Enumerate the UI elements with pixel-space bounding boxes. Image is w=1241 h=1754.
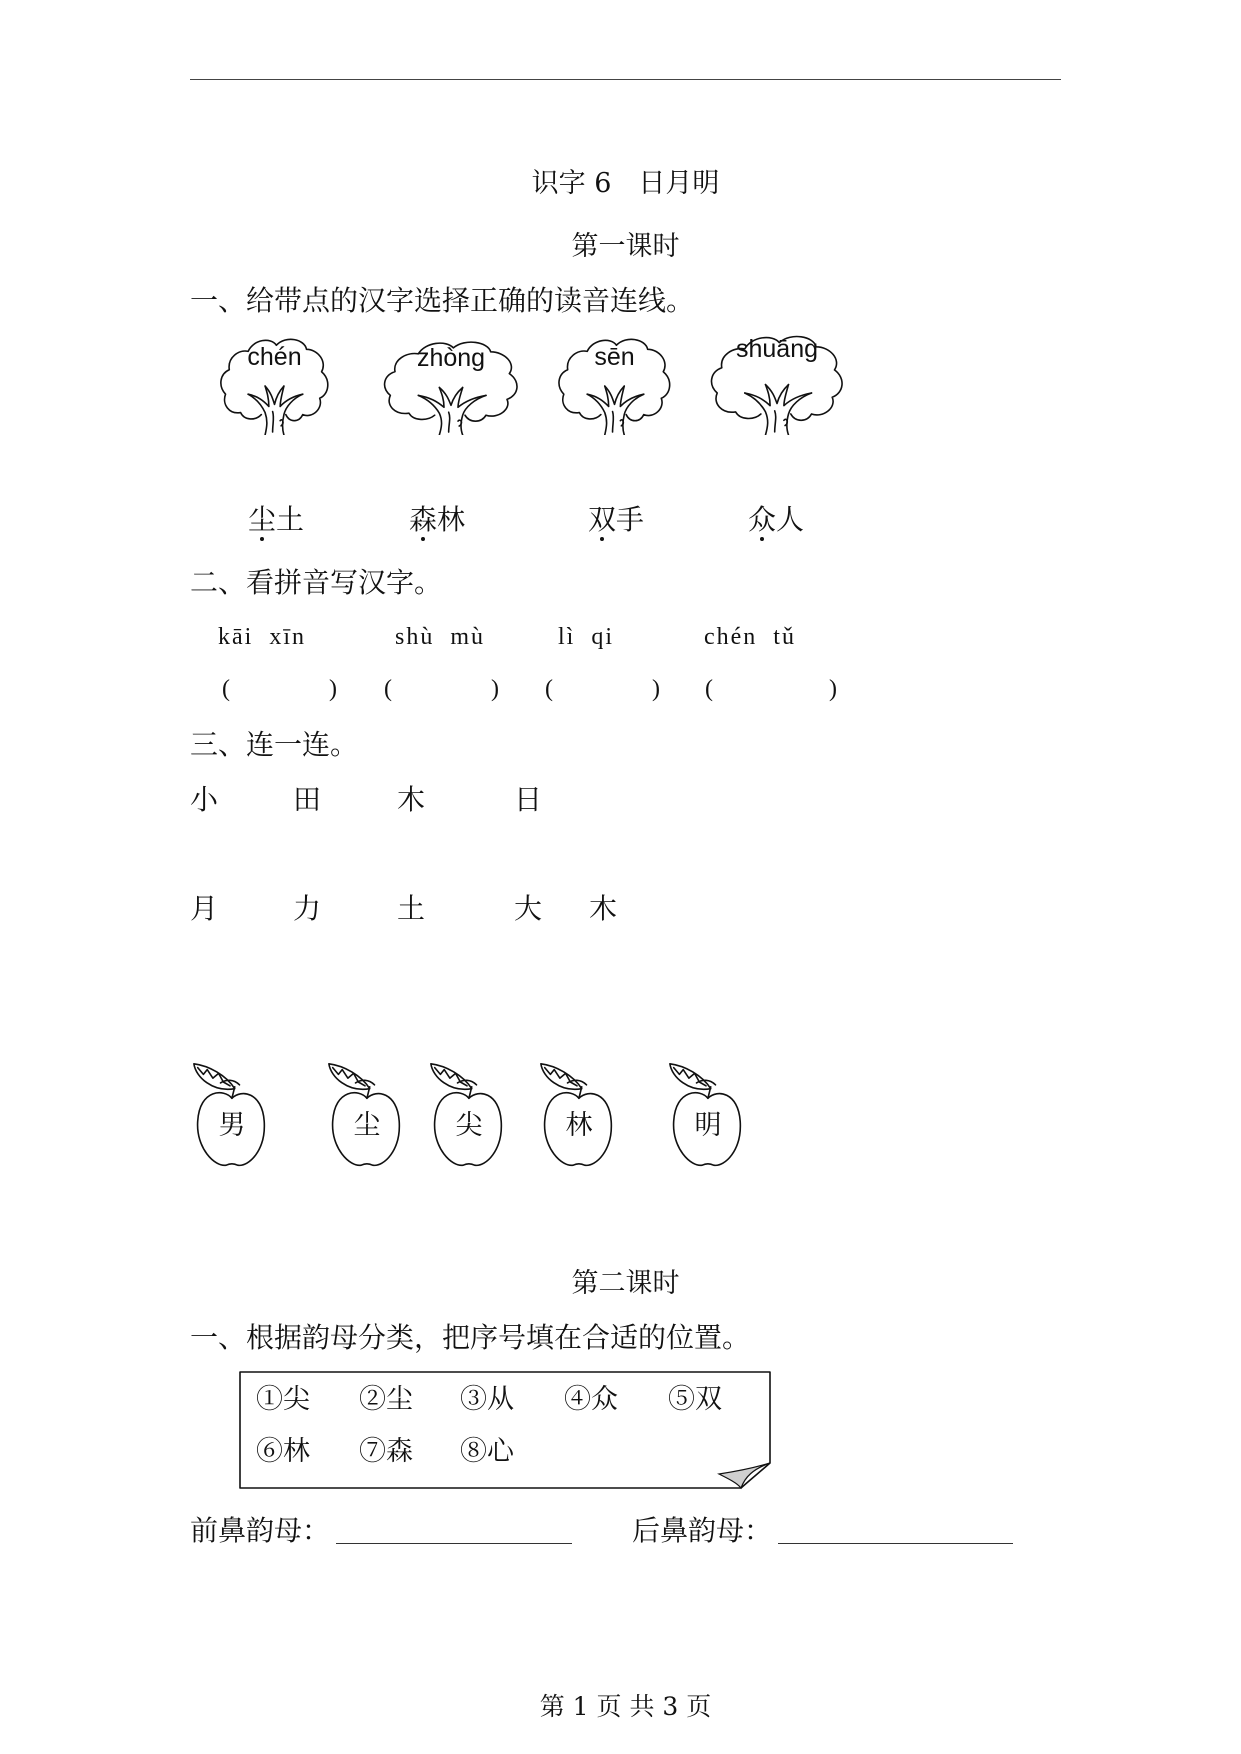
match-char-bottom: 木 — [589, 892, 618, 925]
answer-paren-open: ( — [545, 676, 553, 702]
answer-paren-close: ) — [829, 676, 837, 702]
pinyin-prompt: kāi xīn — [218, 624, 306, 650]
match-char-top: 日 — [514, 783, 543, 816]
lesson2-period-title: 第二课时 — [571, 1268, 680, 1299]
lesson-title: 识字 6 日月明 — [531, 168, 720, 199]
word-item — [248, 503, 305, 536]
back-nasal-label: 后鼻韵母： — [632, 1514, 773, 1547]
word-rest: 土 — [276, 503, 305, 536]
back-nasal-answer-line — [778, 1543, 1013, 1544]
tree-pinyin-card — [381, 336, 521, 435]
option-item: ④众 — [564, 1384, 618, 1415]
answer-paren-open: ( — [384, 676, 392, 702]
tree-pinyin-card — [556, 333, 673, 435]
answer-paren-close: ) — [329, 676, 337, 702]
word-item — [588, 503, 645, 536]
pinyin-prompt: chén tǔ — [704, 624, 796, 650]
answer-paren-close: ) — [491, 676, 499, 702]
option-item: ⑦森 — [359, 1436, 413, 1467]
answer-paren-open: ( — [222, 676, 230, 702]
apple-card — [192, 1060, 268, 1170]
dotted-char: 双 — [588, 503, 617, 536]
question3-heading: 三、连一连。 — [190, 728, 359, 761]
match-char-bottom: 土 — [397, 892, 426, 925]
match-char-top: 田 — [293, 783, 322, 816]
option-item: ②尘 — [359, 1384, 413, 1415]
apple-char: 林 — [565, 1110, 593, 1141]
apple-card — [668, 1060, 744, 1170]
word-item — [409, 503, 466, 536]
front-nasal-label: 前鼻韵母： — [190, 1514, 331, 1547]
answer-paren-open: ( — [705, 676, 713, 702]
question2-heading: 二、看拼音写汉字。 — [190, 566, 443, 599]
answer-paren-close: ) — [652, 676, 660, 702]
header-rule — [190, 79, 1061, 80]
tree-pinyin-label: sēn — [594, 343, 635, 371]
tree-pinyin-label: chén — [247, 343, 302, 371]
tree-pinyin-card — [708, 330, 846, 435]
option-item: ⑥林 — [256, 1436, 310, 1467]
lesson2-question1-heading: 一、根据韵母分类，把序号填在合适的位置。 — [190, 1321, 751, 1354]
apple-card — [539, 1060, 615, 1170]
lesson1-period-title: 第一课时 — [571, 231, 680, 262]
pinyin-prompt: lì qi — [558, 624, 615, 650]
pinyin-prompt: shù mù — [395, 624, 486, 650]
match-char-top: 木 — [397, 783, 426, 816]
apple-char: 男 — [218, 1110, 246, 1141]
apple-char: 尖 — [455, 1110, 483, 1141]
page-footer: 第 1 页 共 3 页 — [539, 1692, 712, 1721]
tree-pinyin-card — [218, 333, 331, 435]
dotted-char: 众 — [748, 503, 777, 536]
apple-char: 尘 — [353, 1110, 381, 1141]
word-rest: 手 — [616, 503, 645, 536]
dotted-char: 森 — [409, 503, 438, 536]
match-char-top: 小 — [190, 783, 219, 816]
apple-card — [429, 1060, 505, 1170]
dotted-char: 尘 — [248, 503, 277, 536]
word-rest: 林 — [437, 503, 466, 536]
match-char-bottom: 大 — [514, 892, 543, 925]
apple-card — [327, 1060, 403, 1170]
word-rest: 人 — [776, 503, 805, 536]
option-item: ③从 — [460, 1384, 514, 1415]
word-item — [748, 503, 805, 536]
match-char-bottom: 力 — [293, 892, 322, 925]
apple-char: 明 — [694, 1110, 722, 1141]
option-item: ⑤双 — [668, 1384, 722, 1415]
match-char-bottom: 月 — [190, 892, 219, 925]
front-nasal-answer-line — [336, 1543, 572, 1544]
tree-pinyin-label: zhòng — [416, 344, 486, 372]
option-item: ①尖 — [256, 1384, 310, 1415]
tree-pinyin-label: shuāng — [735, 335, 819, 363]
question1-heading: 一、给带点的汉字选择正确的读音连线。 — [190, 284, 695, 317]
option-item: ⑧心 — [460, 1436, 514, 1467]
